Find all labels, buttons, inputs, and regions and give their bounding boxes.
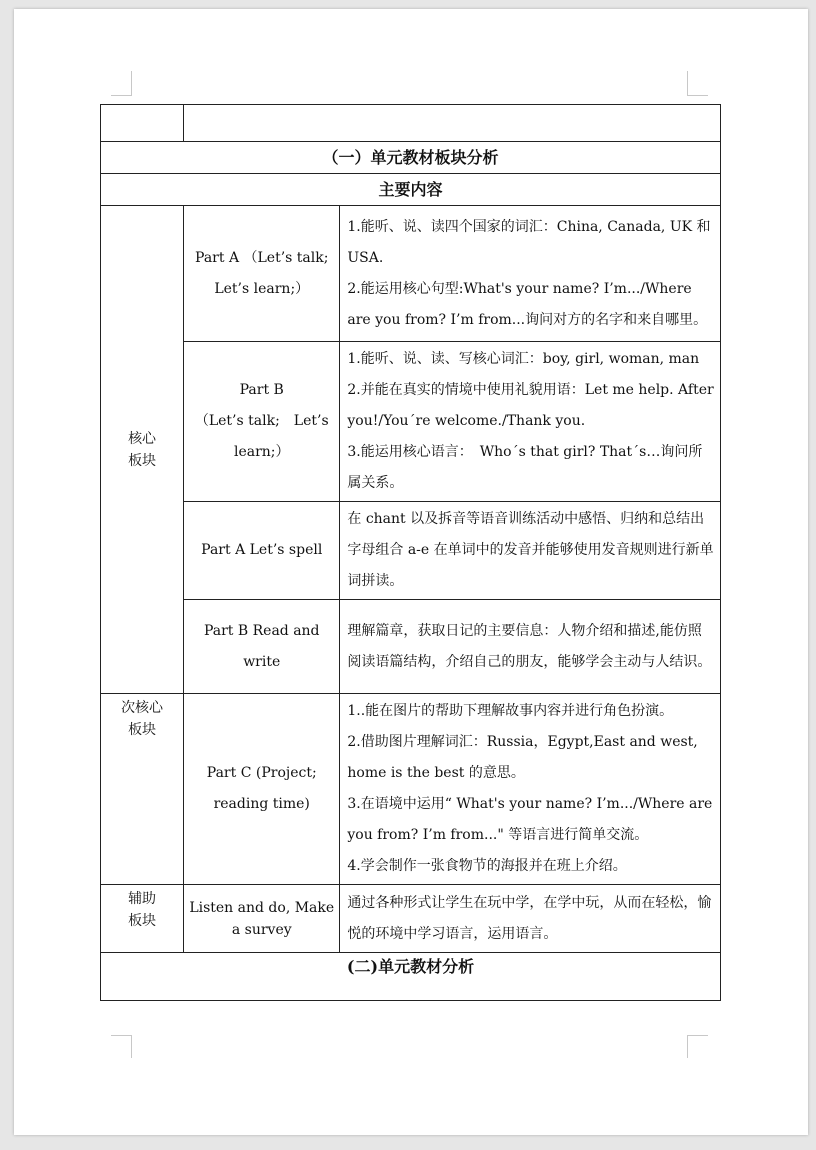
aux-label-line1: 辅助 bbox=[128, 891, 157, 907]
secondary-label-line1: 次核心 bbox=[121, 700, 164, 716]
blank-cell-wide[interactable] bbox=[184, 105, 721, 142]
content-line: 1.能听、说、读、写核心词汇：boy, girl, woman, man bbox=[347, 351, 700, 367]
content-line: 2.借助图片理解词汇：Russia，Egypt,East and west, home is the best 的意思。 bbox=[347, 734, 698, 781]
part-label: a survey bbox=[231, 921, 292, 938]
table-row-header bbox=[101, 174, 721, 206]
content-line: 在 chant 以及拆音等语音训练活动中感悟、归纳和总结出字母组合 a-e 在单词中的发音并能够使用发音规则进行新单词拼读。 bbox=[347, 511, 714, 589]
part-cell bbox=[184, 206, 340, 342]
table-row bbox=[101, 600, 721, 694]
content-line: 3.能运用核心语言： Who´s that girl? That´s…询问所属关系。 bbox=[347, 444, 703, 491]
part-cell bbox=[184, 885, 340, 953]
margin-corner-top-left bbox=[111, 71, 132, 96]
part-cell bbox=[184, 342, 340, 502]
content-line: 2.并能在真实的情境中使用礼貌用语：Let me help. After you!/You´re welcome./Thank you. bbox=[347, 382, 714, 429]
part-label: Part A （Let’s talk; bbox=[195, 249, 329, 266]
content-line: 1.能听、说、读四个国家的词汇：China, Canada, UK 和 USA. bbox=[347, 218, 711, 266]
content-cell bbox=[340, 600, 721, 694]
core-label-line1: 核心 bbox=[128, 430, 157, 447]
core-label-line2: 板块 bbox=[128, 452, 157, 469]
part-cell bbox=[184, 694, 340, 885]
part-label: （Let’s talk; Let’s bbox=[194, 413, 329, 429]
content-cell bbox=[340, 342, 721, 502]
aux-label-cell bbox=[101, 885, 184, 953]
core-label-cell bbox=[101, 206, 184, 694]
table-row bbox=[101, 342, 721, 502]
secondary-label-cell bbox=[101, 694, 184, 885]
table-row bbox=[101, 885, 721, 953]
table-row-blank bbox=[101, 105, 721, 142]
margin-corner-bottom-right bbox=[687, 1035, 708, 1058]
aux-label-line2: 板块 bbox=[128, 913, 157, 929]
content-line: 理解篇章，获取日记的主要信息：人物介绍和描述,能仿照阅读语篇结构，介绍自己的朋友，能够学会主动与人结识。 bbox=[347, 622, 712, 670]
section1-title: （一）单元教材板块分析 bbox=[101, 142, 721, 174]
section2-title: (二)单元教材分析 bbox=[101, 953, 721, 1001]
content-cell bbox=[340, 206, 721, 342]
table-row bbox=[101, 694, 721, 885]
part-cell: Part B Read and write bbox=[184, 600, 340, 694]
part-label: Listen and do, Make bbox=[189, 899, 335, 916]
content-line: 3.在语境中运用“ What's your name? I’m.../Where are you from? I’m from..." 等语言进行简单交流。 bbox=[347, 796, 713, 843]
part-label: reading time) bbox=[213, 796, 310, 812]
secondary-label-line2: 板块 bbox=[128, 722, 157, 738]
part-label: Part C (Project; bbox=[206, 765, 317, 781]
content-line: 4.学会制作一张食物节的海报并在班上介绍。 bbox=[347, 858, 627, 874]
table-row bbox=[101, 206, 721, 342]
table-row-section1 bbox=[101, 142, 721, 174]
part-label: Part B bbox=[239, 382, 284, 398]
part-cell: Part A Let’s spell bbox=[184, 502, 340, 600]
content-cell bbox=[340, 885, 721, 953]
content-line: 1..能在图片的帮助下理解故事内容并进行角色扮演。 bbox=[347, 703, 674, 719]
main-content-header: 主要内容 bbox=[101, 174, 721, 206]
margin-corner-bottom-left bbox=[111, 1035, 132, 1058]
content-cell bbox=[340, 694, 721, 885]
content-line: 2.能运用核心句型:What's your name? I’m.../Where are you from? I’m from...询问对方的名字和来自哪里。 bbox=[347, 280, 708, 328]
margin-corner-top-right bbox=[687, 71, 708, 96]
part-label: learn;） bbox=[233, 444, 290, 460]
content-line: 通过各种形式让学生在玩中学，在学中玩，从而在轻松，愉悦的环境中学习语言，运用语言。 bbox=[347, 894, 712, 942]
content-cell bbox=[340, 502, 721, 600]
analysis-table bbox=[100, 104, 721, 1001]
table-row-section2 bbox=[101, 953, 721, 1001]
part-label: Let’s learn;） bbox=[214, 280, 310, 297]
table-row bbox=[101, 502, 721, 600]
blank-cell[interactable] bbox=[101, 105, 184, 142]
